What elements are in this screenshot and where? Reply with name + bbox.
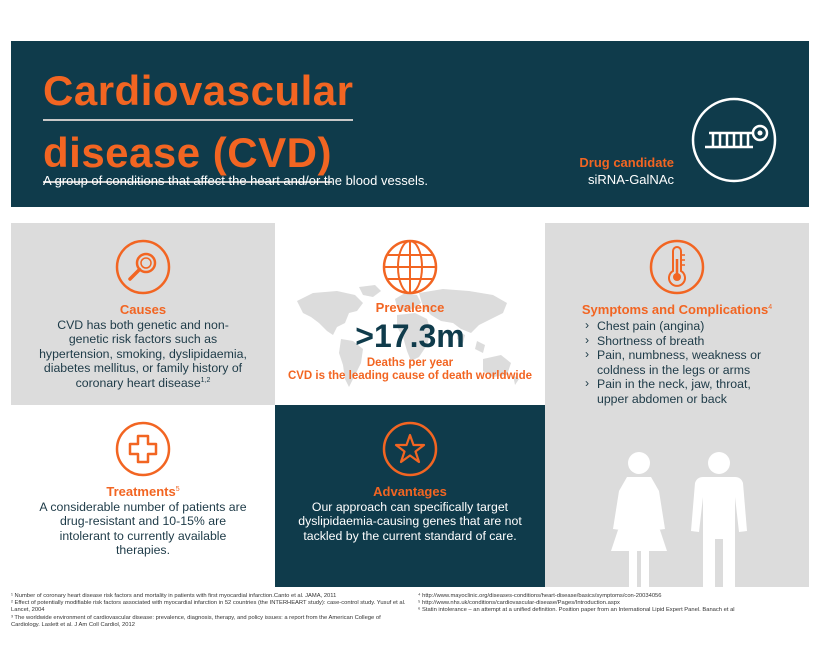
- causes-panel: [11, 223, 275, 405]
- prevalence-panel: [275, 223, 545, 405]
- page-title: [43, 65, 353, 183]
- footnotes-right: [418, 593, 808, 615]
- advantages-panel: [275, 405, 545, 587]
- footnote: ⁵ http://www.nhs.uk/conditions/cardiovascular-disease/Pages/Introduction.aspx: [418, 600, 620, 607]
- treatments-panel: [11, 405, 275, 587]
- drug-candidate-label: Drug candidate: [579, 155, 674, 170]
- causes-title: Causes: [119, 302, 167, 317]
- symptoms-title: Symptoms and Complications: [581, 302, 769, 317]
- people-figures: [605, 451, 765, 587]
- footnote: ⁶ Statin intolerance – an attempt at a unified definition. Position paper from an International Lipid Expert Panel. Banach et al: [418, 607, 735, 614]
- first-aid-cross-icon: [115, 421, 171, 477]
- prevalence-value: >17.3m: [355, 318, 465, 354]
- treatments-ref: 5: [175, 485, 180, 493]
- causes-text: CVD has both genetic and non-genetic risk factors such as hypertension, smoking, dyslipidaemia, diabetes mellitus, or family history of coronary heart disease: [39, 317, 247, 390]
- causes-ref: 1,2: [200, 376, 211, 384]
- drug-candidate: [579, 154, 674, 188]
- header-banner: [11, 41, 809, 207]
- list-item: › Shortness of breath: [583, 334, 783, 349]
- footnotes-left: [11, 593, 406, 629]
- advantages-text: Our approach can specifically target dyslipidaemia-causing genes that are not tackled by the current standard of care.: [298, 499, 522, 543]
- list-item: › Pain in the neck, jaw, throat, upper abdomen or back: [583, 377, 783, 406]
- footnote: ¹ Number of coronary heart disease risk factors and mortality in patients with first myocardial infarction.Canto et al. JAMA, 2011: [11, 593, 337, 599]
- page-subtitle: A group of conditions that affect the heart and/or the blood vessels.: [43, 173, 428, 188]
- symptoms-ref: 4: [768, 303, 773, 311]
- list-item: › Pain, numbness, weakness or coldness in the legs or arms: [583, 348, 783, 377]
- footnote: ³ The worldwide environment of cardiovascular disease: prevalence, diagnosis, therapy, and policy issues: a report from the American College of Cardiology. Laslett et al. J Am Coll Cardiol, 2012: [11, 614, 381, 628]
- treatments-title: Treatments: [106, 484, 176, 499]
- footnote: ⁴ http://www.mayoclinic.org/diseases-conditions/heart-disease/basics/symptoms/con-20034056: [418, 593, 662, 599]
- woman-figure-icon: [611, 452, 667, 587]
- prevalence-line-2: CVD is the leading cause of death worldwide: [287, 370, 533, 382]
- magnifier-icon: [115, 239, 171, 295]
- treatments-text: A considerable number of patients are drug-resistant and 10-15% are intolerant to currently available therapies.: [39, 499, 247, 558]
- footnote: ² Effect of potentially modifiable risk factors associated with myocardial infarction in 52 countries (the INTERHEART study): case-control study. Yusuf et al. Lancet, 2004: [11, 600, 406, 614]
- prevalence-title: Prevalence: [375, 300, 445, 315]
- title-line-1: Cardiovascular: [43, 65, 353, 121]
- title-line-2: disease (CVD): [43, 127, 332, 183]
- list-item: › Chest pain (angina): [583, 319, 783, 334]
- thermometer-icon: [649, 239, 705, 295]
- prevalence-line-1: Deaths per year: [366, 357, 454, 369]
- star-icon: [382, 421, 438, 477]
- advantages-title: Advantages: [373, 484, 447, 499]
- sirna-molecule-icon: [691, 97, 777, 183]
- drug-candidate-value: siRNA-GalNAc: [588, 172, 674, 187]
- man-figure-icon: [691, 452, 747, 587]
- symptoms-list: [583, 319, 783, 407]
- symptoms-panel: [545, 223, 809, 587]
- globe-icon: [382, 239, 438, 295]
